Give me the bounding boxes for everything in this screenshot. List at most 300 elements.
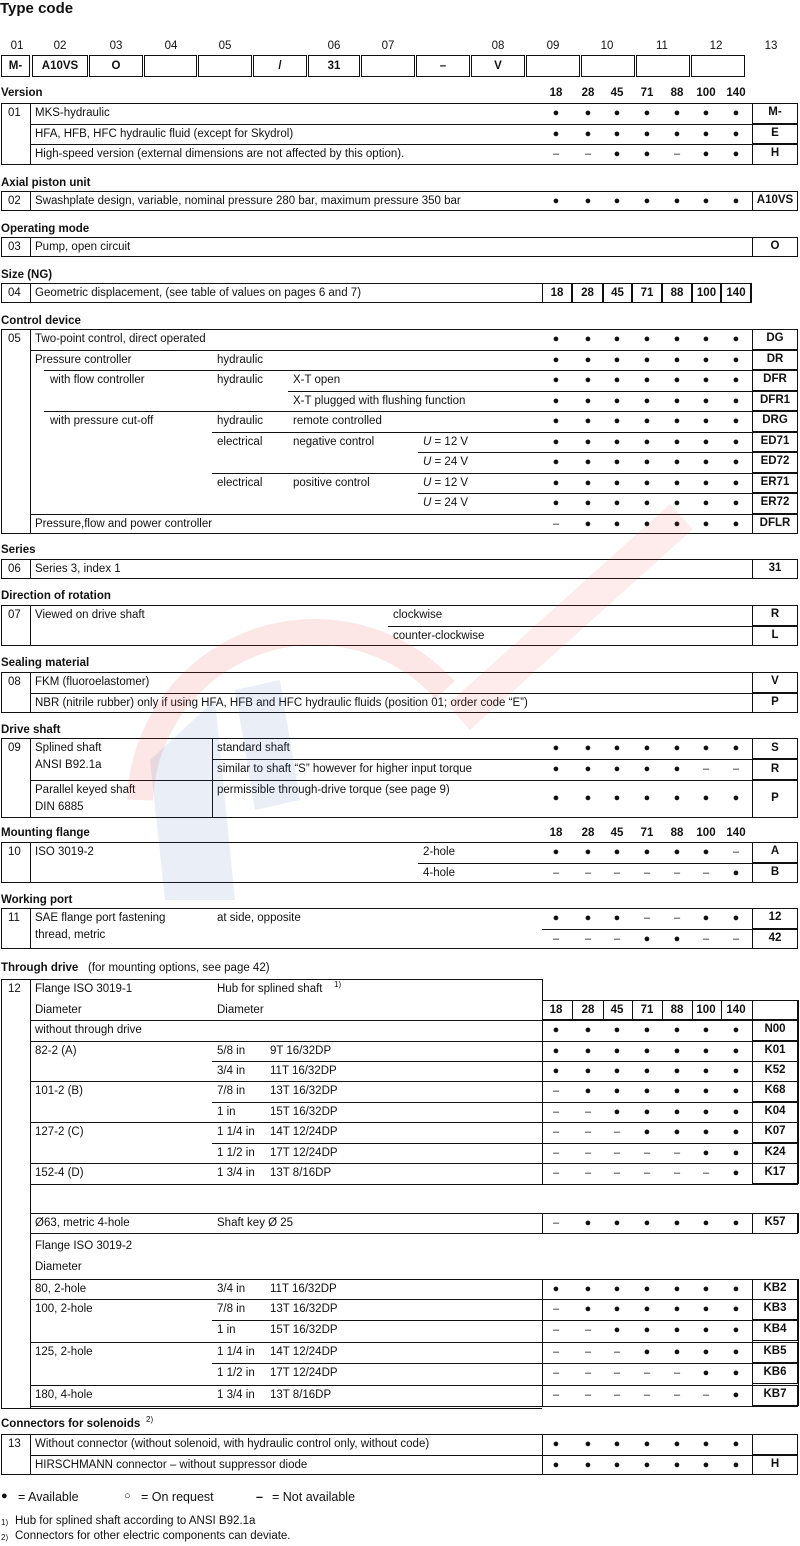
not-available-mark: – xyxy=(552,1217,560,1229)
voltage-label: U = 24 V xyxy=(423,456,469,468)
spline-spec-label: 13T 8/16DP xyxy=(270,1167,332,1179)
size-header: 100 xyxy=(696,1004,716,1016)
order-code: A xyxy=(752,842,798,863)
section-title-suffix: (for mounting options, see page 42) xyxy=(88,962,270,974)
divider-line xyxy=(692,1000,693,1020)
divider-line xyxy=(1,1408,30,1409)
available-mark: ● xyxy=(613,846,621,858)
control-option-label: negative control xyxy=(293,435,375,448)
divider-line xyxy=(288,391,798,392)
divider-line xyxy=(1,979,542,980)
voltage-label: U = 24 V xyxy=(423,497,469,509)
size-value: 140 xyxy=(721,283,751,303)
not-available-mark: – xyxy=(584,1167,592,1179)
available-mark: ● xyxy=(552,792,560,804)
available-mark: ● xyxy=(673,1024,681,1036)
position-number: 11 xyxy=(656,40,668,52)
not-available-mark: – xyxy=(552,1126,560,1138)
not-available-mark: – xyxy=(643,1167,651,1179)
divider-line xyxy=(212,1320,798,1321)
available-mark: ● xyxy=(643,763,651,775)
available-mark: ● xyxy=(613,456,621,468)
spline-spec-label: 11T 16/32DP xyxy=(270,1283,337,1295)
divider-line xyxy=(30,1455,798,1456)
size-header: 140 xyxy=(726,87,746,99)
not-available-mark: – xyxy=(643,1389,651,1401)
available-mark: ● xyxy=(613,148,621,160)
divider-line xyxy=(30,124,798,125)
available-mark: ● xyxy=(702,1367,710,1379)
section-title: Operating mode xyxy=(1,223,90,235)
not-available-mark: – xyxy=(643,1367,651,1379)
not-available-mark: – xyxy=(552,1303,560,1315)
available-mark: ● xyxy=(732,195,740,207)
not-available-mark: – xyxy=(732,932,740,945)
available-mark: ● xyxy=(702,394,710,407)
order-code: L xyxy=(752,626,798,647)
available-mark: ● xyxy=(732,1458,740,1471)
type-code-cell: – xyxy=(416,55,470,77)
section-title: Series xyxy=(1,544,36,556)
size-header: 71 xyxy=(640,1004,654,1016)
divider-line xyxy=(721,1000,722,1020)
not-available-mark: – xyxy=(732,763,740,775)
available-mark: ● xyxy=(702,333,710,345)
type-code-cell xyxy=(691,55,745,77)
available-mark: ● xyxy=(702,846,710,858)
divider-line xyxy=(30,1081,798,1082)
available-mark: ● xyxy=(702,1045,710,1057)
available-mark: ● xyxy=(702,435,710,448)
order-code: K57 xyxy=(752,1213,798,1234)
type-code-cell xyxy=(198,55,252,77)
available-mark: ● xyxy=(732,148,740,160)
flange-size-label: 80, 2-hole xyxy=(35,1283,87,1295)
flange-size-label: Ø63, metric 4-hole xyxy=(35,1217,130,1229)
not-available-mark: – xyxy=(584,148,592,160)
available-mark: ● xyxy=(552,415,560,427)
position-label: 05 xyxy=(8,333,21,345)
divider-line xyxy=(30,738,31,818)
control-actuation-label: electrical xyxy=(217,435,263,448)
available-mark: ● xyxy=(584,1045,592,1057)
flange-size-label: 100, 2-hole xyxy=(35,1303,93,1315)
order-code: KB6 xyxy=(752,1363,798,1384)
available-mark: ● xyxy=(613,435,621,448)
available-legend-label: = Available xyxy=(18,1490,79,1504)
available-mark: ● xyxy=(643,1085,651,1097)
position-number: 04 xyxy=(164,40,178,52)
available-mark: ● xyxy=(584,1217,592,1229)
option-description: FKM (fluoroelastomer) xyxy=(35,676,150,688)
order-code: A10VS xyxy=(752,191,798,211)
available-mark: ● xyxy=(702,517,710,530)
divider-line xyxy=(632,1000,633,1020)
size-header: 28 xyxy=(581,827,595,839)
size-header: 18 xyxy=(549,87,563,99)
order-code: ED71 xyxy=(752,432,798,453)
available-mark: ● xyxy=(643,1217,651,1229)
section-title: Size (NG) xyxy=(1,269,53,281)
available-mark: ● xyxy=(584,127,592,140)
position-label: 09 xyxy=(8,742,21,754)
available-mark: ● xyxy=(673,394,681,407)
available-mark: ● xyxy=(673,1217,681,1229)
order-code: K68 xyxy=(752,1081,798,1102)
available-mark: ● xyxy=(552,1065,560,1077)
available-mark: ● xyxy=(702,1126,710,1138)
size-header: 71 xyxy=(640,827,654,839)
divider-line xyxy=(30,693,798,694)
hub-diameter-label: Shaft key Ø 25 xyxy=(217,1217,294,1229)
divider-line xyxy=(30,1041,798,1042)
available-mark: ● xyxy=(732,333,740,345)
position-label: 10 xyxy=(8,846,21,858)
control-option-label: X-T open xyxy=(293,374,341,386)
position-label: 04 xyxy=(8,287,21,299)
order-code xyxy=(752,1434,798,1455)
section-title: Direction of rotation xyxy=(1,590,111,602)
order-code: 42 xyxy=(752,929,798,950)
control-type-label: Two-point control, direct operated xyxy=(35,333,206,345)
section-title: Axial piston unit xyxy=(1,177,91,189)
hub-diameter-label: 1 in xyxy=(217,1106,236,1118)
order-code: O xyxy=(752,237,798,257)
order-code: DFR xyxy=(752,370,798,391)
order-code: KB5 xyxy=(752,1342,798,1363)
divider-line xyxy=(798,1000,799,1184)
divider-line xyxy=(418,863,798,864)
option-description: Geometric displacement, (see table of values on pages 6 and 7) xyxy=(35,287,362,299)
order-code: DFLR xyxy=(752,514,798,535)
divider-line xyxy=(30,979,31,1408)
available-mark: ● xyxy=(643,846,651,858)
order-code: P xyxy=(752,693,798,714)
order-code: ER71 xyxy=(752,473,798,494)
not-available-mark: – xyxy=(613,1367,621,1379)
flange-size-label: 125, 2-hole xyxy=(35,1346,93,1358)
order-code: H xyxy=(752,1455,798,1476)
available-mark: ● xyxy=(613,1324,621,1336)
shaft-type-label: Parallel keyed shaft xyxy=(35,784,136,796)
section-title: Version xyxy=(1,87,43,99)
type-code-cell xyxy=(636,55,690,77)
available-mark: ● xyxy=(732,1217,740,1229)
section-title: Sealing material xyxy=(1,657,90,669)
size-header: 45 xyxy=(610,87,624,99)
not-available-mark: – xyxy=(552,932,560,945)
available-mark: ● xyxy=(732,912,740,924)
divider-line xyxy=(542,1020,543,1184)
order-code: KB3 xyxy=(752,1299,798,1320)
control-actuation-label: hydraulic xyxy=(217,415,264,427)
available-mark: ● xyxy=(584,1085,592,1097)
option-description: thread, metric xyxy=(35,929,106,941)
order-code: K24 xyxy=(752,1143,798,1164)
available-mark: ● xyxy=(643,1283,651,1295)
divider-line xyxy=(30,1184,798,1185)
section-title: Drive shaft xyxy=(1,724,61,736)
divider-line xyxy=(30,1299,798,1300)
divider-line xyxy=(212,738,213,818)
spline-spec-label: 13T 16/32DP xyxy=(270,1303,338,1315)
available-mark: ● xyxy=(613,394,621,407)
spline-spec-label: 17T 12/24DP xyxy=(270,1147,338,1159)
control-option-label: X-T plugged with flushing function xyxy=(293,394,466,407)
order-code: K52 xyxy=(752,1061,798,1082)
not-available-mark: – xyxy=(673,1367,681,1379)
available-mark: ● xyxy=(702,1458,710,1471)
flange-size-label: 180, 4-hole xyxy=(35,1389,93,1401)
available-mark: ● xyxy=(702,742,710,754)
divider-line xyxy=(30,191,31,211)
divider-line xyxy=(798,1279,799,1406)
available-mark: ● xyxy=(643,742,651,754)
available-mark: ● xyxy=(643,1065,651,1077)
available-mark: ● xyxy=(584,1024,592,1036)
available-mark: ● xyxy=(643,792,651,804)
available-mark: ● xyxy=(673,792,681,804)
not-available-mark: – xyxy=(673,1147,681,1159)
available-mark: ● xyxy=(732,866,740,879)
available-mark: ● xyxy=(673,476,681,489)
not-available-mark: – xyxy=(643,912,651,924)
available-mark: ● xyxy=(732,374,740,386)
divider-line xyxy=(798,1213,799,1233)
available-mark: ● xyxy=(613,374,621,386)
available-mark: ● xyxy=(732,1085,740,1097)
available-mark: ● xyxy=(643,497,651,509)
divider-line xyxy=(30,1163,798,1164)
order-code: R xyxy=(752,759,798,780)
available-mark: ● xyxy=(732,107,740,119)
order-code: P xyxy=(752,780,798,818)
control-actuation-label: hydraulic xyxy=(217,374,264,386)
divider-line xyxy=(30,1233,798,1234)
hub-diameter-label: 3/4 in xyxy=(217,1065,246,1077)
available-mark: ● xyxy=(702,1217,710,1229)
available-mark: ● xyxy=(584,476,592,489)
not-available-mark: – xyxy=(584,1106,592,1118)
order-code: K01 xyxy=(752,1041,798,1062)
size-value: 100 xyxy=(692,283,721,303)
header-label: Diameter xyxy=(217,1004,264,1016)
spline-spec-label: 17T 12/24DP xyxy=(270,1367,338,1379)
type-code-cell xyxy=(144,55,197,77)
section-title: Through drive xyxy=(1,962,79,974)
hub-diameter-label: 1 1/4 in xyxy=(217,1346,255,1358)
available-mark: ● xyxy=(732,1065,740,1077)
spline-spec-label: 14T 12/24DP xyxy=(270,1126,338,1138)
position-label: 11 xyxy=(8,912,20,924)
available-mark: ● xyxy=(702,195,710,207)
size-header: 28 xyxy=(581,1004,595,1016)
position-number: 05 xyxy=(218,40,232,52)
divider-line xyxy=(752,1213,753,1233)
available-mark: ● xyxy=(643,1438,651,1450)
available-mark: ● xyxy=(732,435,740,448)
available-mark: ● xyxy=(732,517,740,530)
divider-line xyxy=(542,979,543,1000)
divider-line xyxy=(212,1102,798,1103)
size-header: 18 xyxy=(549,827,563,839)
not-available-mark: – xyxy=(613,1147,621,1159)
available-mark: ● xyxy=(552,497,560,509)
available-mark: ● xyxy=(702,476,710,489)
order-code: KB4 xyxy=(752,1320,798,1341)
section-title: Mounting flange xyxy=(1,827,90,839)
divider-line xyxy=(212,473,798,474)
available-mark: ● xyxy=(643,1346,651,1358)
available-mark: ● xyxy=(732,415,740,427)
not-available-mark: – xyxy=(584,1324,592,1336)
footnote-ref: 2) xyxy=(146,1415,154,1424)
available-mark: ● xyxy=(673,1283,681,1295)
divider-line xyxy=(30,559,31,579)
control-actuation-label: electrical xyxy=(217,476,263,489)
available-mark: ● xyxy=(673,1085,681,1097)
not-available-mark: – xyxy=(673,1389,681,1401)
available-mark: ● xyxy=(584,435,592,448)
not-available-mark: – xyxy=(552,1367,560,1379)
available-mark: ● xyxy=(613,353,621,366)
position-label: 01 xyxy=(8,107,21,119)
position-label: 02 xyxy=(8,195,21,207)
not-available-mark: – xyxy=(702,1389,710,1401)
header-label: Flange ISO 3019-1 xyxy=(35,983,133,995)
position-number: 02 xyxy=(53,40,67,52)
type-code-cell xyxy=(361,55,415,77)
available-mark: ● xyxy=(584,107,592,119)
available-mark: ● xyxy=(552,846,560,858)
not-available-mark: – xyxy=(552,1389,560,1401)
available-mark: ● xyxy=(584,394,592,407)
header-label: Diameter xyxy=(35,1004,82,1016)
flange-size-label: 101-2 (B) xyxy=(35,1085,83,1097)
shaft-standard-label: ANSI B92.1a xyxy=(35,759,102,771)
divider-line xyxy=(212,759,798,760)
hub-diameter-label: 1 3/4 in xyxy=(217,1389,255,1401)
divider-line xyxy=(418,493,798,494)
not-available-mark: – xyxy=(613,1126,621,1138)
not-available-mark: – xyxy=(552,1085,560,1097)
available-mark: ● xyxy=(702,1324,710,1336)
available-mark: ● xyxy=(732,497,740,509)
available-mark: ● xyxy=(552,374,560,386)
hub-diameter-label: 1 1/4 in xyxy=(217,1126,255,1138)
order-code: K07 xyxy=(752,1122,798,1143)
option-description: permissible through-drive torque (see page 9) xyxy=(217,784,450,796)
available-mark: ● xyxy=(702,1106,710,1118)
available-mark: ● xyxy=(613,763,621,775)
position-number: 01 xyxy=(10,40,24,52)
available-mark: ● xyxy=(643,1324,651,1336)
size-value: 71 xyxy=(632,283,662,303)
size-header: 71 xyxy=(640,87,654,99)
control-actuation-label: hydraulic xyxy=(217,353,264,366)
voltage-label: U = 12 V xyxy=(423,435,469,448)
available-mark: ● xyxy=(673,1303,681,1315)
available-mark: ● xyxy=(613,1458,621,1471)
available-mark: ● xyxy=(584,792,592,804)
size-header: 45 xyxy=(610,1004,624,1016)
available-mark: ● xyxy=(732,1045,740,1057)
not-available-mark: – xyxy=(643,1147,651,1159)
not-available-mark: – xyxy=(552,1106,560,1118)
size-header: 28 xyxy=(581,87,595,99)
available-mark: ● xyxy=(673,742,681,754)
order-code: M- xyxy=(752,103,798,124)
flange-size-label: 127-2 (C) xyxy=(35,1126,84,1138)
available-mark: ● xyxy=(643,107,651,119)
available-mark: ● xyxy=(552,195,560,207)
not-available-mark: – xyxy=(584,1346,592,1358)
available-mark: ● xyxy=(702,127,710,140)
divider-line xyxy=(30,1279,798,1280)
position-label: 07 xyxy=(8,609,21,621)
size-header: 18 xyxy=(549,1004,563,1016)
not-available-mark: – xyxy=(552,1147,560,1159)
position-number: 06 xyxy=(327,40,341,52)
available-mark: ● xyxy=(643,1458,651,1471)
order-code: H xyxy=(752,144,798,165)
not-available-mark: – xyxy=(584,1367,592,1379)
order-code: ED72 xyxy=(752,452,798,473)
not-available-mark: – xyxy=(613,932,621,945)
divider-line xyxy=(212,1143,798,1144)
available-mark: ● xyxy=(613,195,621,207)
available-mark: ● xyxy=(552,435,560,448)
type-code-cell xyxy=(526,55,580,77)
available-mark: ● xyxy=(552,456,560,468)
available-mark: ● xyxy=(584,333,592,345)
available-mark: ● xyxy=(584,1458,592,1471)
order-code: R xyxy=(752,605,798,626)
available-mark: ● xyxy=(552,333,560,345)
available-mark: ● xyxy=(584,517,592,530)
available-mark: ● xyxy=(613,1438,621,1450)
hub-diameter-label: 1 1/2 in xyxy=(217,1367,255,1379)
order-code: 12 xyxy=(752,908,798,929)
position-label: 08 xyxy=(8,676,21,688)
available-mark: ● xyxy=(584,1065,592,1077)
position-label: 12 xyxy=(8,983,21,995)
available-mark: ● xyxy=(673,415,681,427)
order-code: DR xyxy=(752,350,798,371)
available-mark: ● xyxy=(584,497,592,509)
available-mark: ● xyxy=(643,476,651,489)
option-description: HFA, HFB, HFC hydraulic fluid (except for Skydrol) xyxy=(35,127,294,140)
size-value: 45 xyxy=(603,283,632,303)
flange-option: 2-hole xyxy=(423,846,455,858)
available-mark: ● xyxy=(673,1126,681,1138)
available-mark: ● xyxy=(643,374,651,386)
available-mark: ● xyxy=(673,333,681,345)
size-value: 18 xyxy=(542,283,572,303)
position-number: 09 xyxy=(546,40,560,52)
available-mark: ● xyxy=(732,353,740,366)
divider-line xyxy=(30,103,31,165)
available-mark: ● xyxy=(613,1283,621,1295)
order-code: 31 xyxy=(752,559,798,579)
available-mark: ● xyxy=(643,148,651,160)
not-available-mark: – xyxy=(702,866,710,879)
available-mark: ● xyxy=(613,742,621,754)
available-mark: ● xyxy=(732,1438,740,1450)
available-mark: ● xyxy=(673,353,681,366)
available-mark: ● xyxy=(732,394,740,407)
position-number: 07 xyxy=(381,40,395,52)
